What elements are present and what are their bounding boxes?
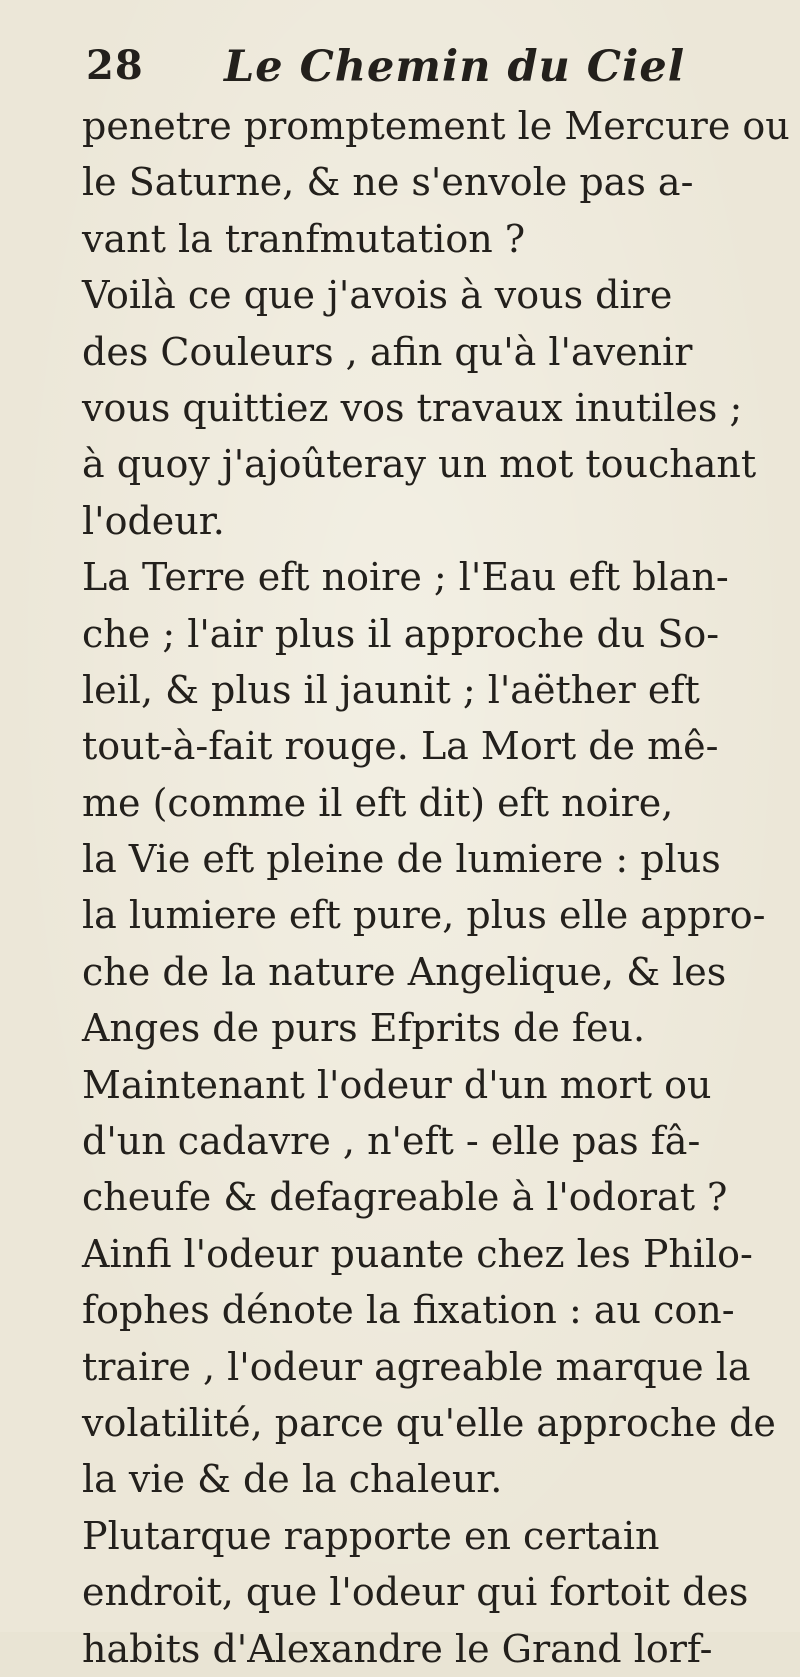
text-line: Anges de purs Efprits de feu. (82, 1006, 646, 1051)
text-line: le Saturne, & ne s'envole pas a- (82, 160, 694, 205)
running-title: Le Chemin du Ciel (224, 42, 686, 92)
text-line: endroit, que l'odeur qui fortoit des (82, 1570, 749, 1615)
text-line: fophes dénote la fixation : au con- (82, 1288, 735, 1333)
text-line: vant la tranfmutation ? (82, 216, 526, 261)
text-line: tout-à-fait rouge. La Mort de mê- (82, 724, 719, 769)
text-line: traire , l'odeur agreable marque la (82, 1344, 751, 1389)
text-line: cheufe & defagreable à l'odorat ? (82, 1175, 728, 1220)
text-line: che ; l'air plus il approche du So- (82, 611, 720, 656)
text-line: d'un cadavre , n'eft - elle pas fâ- (82, 1119, 701, 1164)
text-line: volatilité, parce qu'elle approche de (82, 1400, 776, 1445)
text-line: à quoy j'ajoûteray un mot touchant (82, 442, 757, 487)
text-line: la lumiere eft pure, plus elle appro- (82, 893, 766, 938)
text-line: La Terre eft noire ; l'Eau eft blan- (82, 555, 729, 600)
body-text (82, 98, 790, 1677)
text-line: vous quittiez vos travaux inutiles ; (82, 385, 743, 430)
text-line: habits d'Alexandre le Grand lorf- (82, 1626, 713, 1671)
text-line: penetre promptement le Mercure ou (82, 104, 790, 148)
text-line: la vie & de la chaleur. (82, 1457, 503, 1502)
text-line: Voilà ce que j'avois à vous dire (82, 273, 673, 318)
page-header (86, 34, 766, 94)
text-line: Plutarque rapporte en certain (82, 1513, 660, 1558)
page-number: 28 (86, 42, 144, 89)
text-line: l'odeur. (82, 498, 225, 543)
text-line: la Vie eft pleine de lumiere : plus (82, 837, 721, 882)
text-line: Maintenant l'odeur d'un mort ou (82, 1062, 712, 1107)
text-line: leil, & plus il jaunit ; l'aëther eft (82, 667, 700, 712)
text-line: des Couleurs , afin qu'à l'avenir (82, 329, 693, 374)
text-line: che de la nature Angelique, & les (82, 949, 727, 994)
text-line: me (comme il eft dit) eft noire, (82, 780, 674, 825)
text-line: Ainfi l'odeur puante chez les Philo- (82, 1231, 753, 1276)
